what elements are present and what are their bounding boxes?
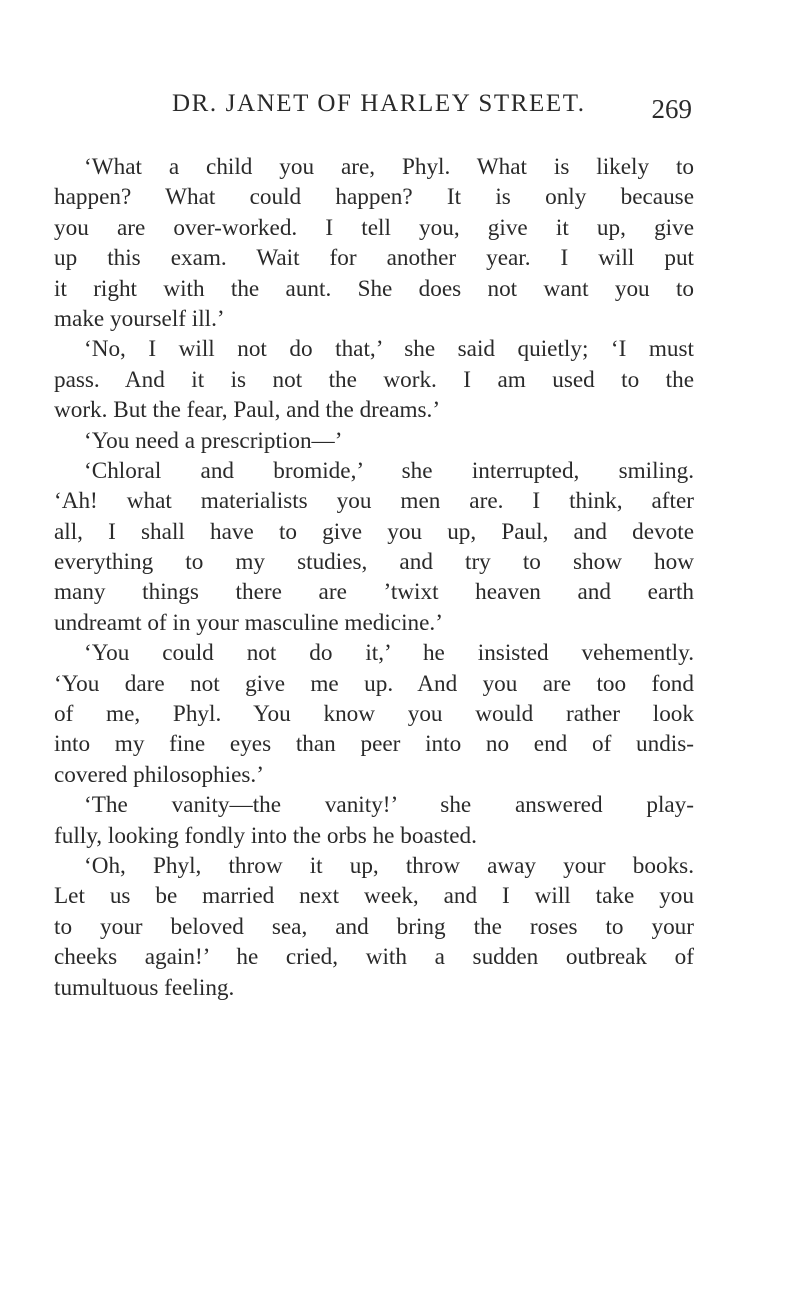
text-line: undreamt of in your masculine medicine.’ <box>54 609 443 636</box>
text-line: up this exam. Wait for another year. I will put <box>54 245 694 272</box>
text-line: ‘Ah! what materialists you men are. I think, after <box>54 488 694 515</box>
text-line: to your beloved sea, and bring the roses to your <box>54 913 694 940</box>
running-title: DR. JANET OF HARLEY STREET. <box>172 90 586 117</box>
text-line: happen? What could happen? It is only because <box>54 184 694 211</box>
text-line: everything to my studies, and try to show how <box>54 549 694 576</box>
text-line: fully, looking fondly into the orbs he boasted. <box>54 822 477 849</box>
text-line: ‘No, I will not do that,’ she said quietly; ‘I must <box>84 336 694 363</box>
body-text <box>54 152 694 1003</box>
text-line: of me, Phyl. You know you would rather look <box>54 701 694 728</box>
text-line: ‘You need a prescription—’ <box>84 427 343 454</box>
text-line: you are over-worked. I tell you, give it up, give <box>54 214 694 241</box>
text-line: pass. And it is not the work. I am used to the <box>54 366 694 393</box>
text-line: covered philosophies.’ <box>54 761 264 788</box>
page-header <box>172 90 692 130</box>
text-line: ‘You dare not give me up. And you are too fond <box>54 670 694 697</box>
text-line: ‘Oh, Phyl, throw it up, throw away your books. <box>84 852 694 879</box>
text-line: many things there are ’twixt heaven and earth <box>54 579 694 606</box>
text-line: ‘The vanity—the vanity!’ she answered play- <box>84 792 694 819</box>
text-line: it right with the aunt. She does not want you to <box>54 275 694 302</box>
text-line: ‘What a child you are, Phyl. What is likely to <box>84 154 694 180</box>
text-line: all, I shall have to give you up, Paul, and devote <box>54 518 694 545</box>
page-number: 269 <box>651 94 692 124</box>
text-line: ‘You could not do it,’ he insisted vehemently. <box>84 640 694 667</box>
text-line: tumultuous feeling. <box>54 974 235 1001</box>
text-line: ‘Chloral and bromide,’ she interrupted, smiling. <box>84 457 694 484</box>
text-line: Let us be married next week, and I will take you <box>54 883 694 910</box>
text-line: cheeks again!’ he cried, with a sudden outbreak of <box>54 944 694 971</box>
text-line: into my fine eyes than peer into no end of undis- <box>54 731 694 758</box>
text-line: make yourself ill.’ <box>54 305 225 332</box>
text-line: work. But the fear, Paul, and the dreams.’ <box>54 397 441 424</box>
